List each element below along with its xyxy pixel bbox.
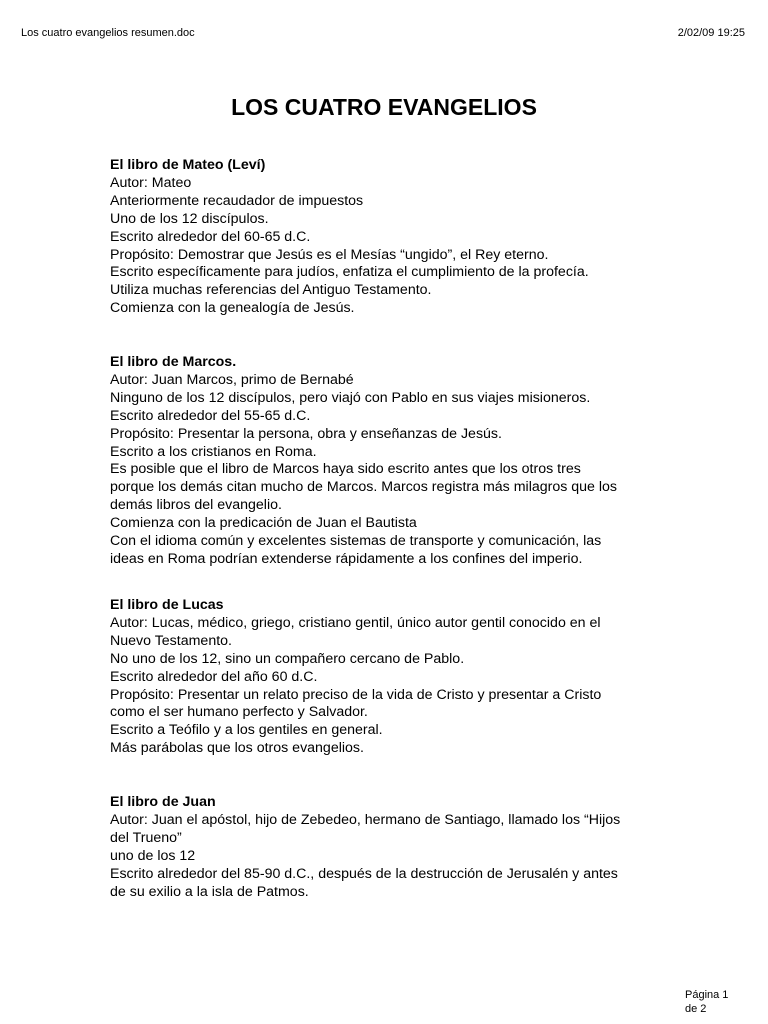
body-line: Autor: Juan Marcos, primo de Bernabé xyxy=(110,371,354,388)
body-line: Propósito: Presentar un relato preciso de la vida de Cristo y presentar a Cristo xyxy=(110,686,602,703)
body-line: Es posible que el libro de Marcos haya sido escrito antes que los otros tres xyxy=(110,461,581,478)
body-line: Escrito alrededor del 55-65 d.C. xyxy=(110,407,311,424)
body-line: demás libros del evangelio. xyxy=(110,497,282,514)
body-line: Escrito a los cristianos en Roma. xyxy=(110,443,317,460)
section-heading: El libro de Juan xyxy=(110,794,216,810)
page-number xyxy=(685,988,728,1016)
body-line: Escrito alrededor del 85-90 d.C., después de la destrucción de Jerusalén y antes xyxy=(110,865,618,882)
body-line: Autor: Mateo xyxy=(110,174,192,191)
section-heading: El libro de Lucas xyxy=(110,597,224,613)
body-line: No uno de los 12, sino un compañero cercano de Pablo. xyxy=(110,650,465,667)
section-heading: El libro de Mateo (Leví) xyxy=(110,157,266,173)
body-line: Con el idioma común y excelentes sistemas de transporte y comunicación, las xyxy=(110,533,602,550)
body-line: porque los demás citan mucho de Marcos. Marcos registra más milagros que los xyxy=(110,479,618,496)
page-title: LOS CUATRO EVANGELIOS xyxy=(231,94,537,120)
page-number-line: de 2 xyxy=(685,1003,707,1015)
section-marcos xyxy=(110,354,670,569)
page-number-line: Página 1 xyxy=(685,989,729,1001)
body-line: Utiliza muchas referencias del Antiguo Testamento. xyxy=(110,282,432,299)
body-line: Propósito: Presentar la persona, obra y enseñanzas de Jesús. xyxy=(110,425,502,442)
section-juan xyxy=(110,794,670,901)
body-line: como el ser humano perfecto y Salvador. xyxy=(110,704,368,721)
body-line: Más parábolas que los otros evangelios. xyxy=(110,740,364,757)
body-line: del Trueno” xyxy=(110,829,182,846)
section-lucas xyxy=(110,597,670,758)
body-line: Comienza con la predicación de Juan el Bautista xyxy=(110,515,417,532)
body-line: Escrito alrededor del año 60 d.C. xyxy=(110,668,318,685)
body-line: Autor: Juan el apóstol, hijo de Zebedeo, hermano de Santiago, llamado los “Hijos xyxy=(110,811,621,828)
body-line: Anteriormente recaudador de impuestos xyxy=(110,192,364,209)
document-filename: Los cuatro evangelios resumen.doc xyxy=(21,27,195,39)
section-heading: El libro de Marcos. xyxy=(110,354,237,370)
body-line: Propósito: Demostrar que Jesús es el Mesías “ungido”, el Rey eterno. xyxy=(110,246,549,263)
section-mateo xyxy=(110,157,670,318)
body-line: Comienza con la genealogía de Jesús. xyxy=(110,300,355,317)
body-line: Escrito a Teófilo y a los gentiles en general. xyxy=(110,722,383,739)
body-line: uno de los 12 xyxy=(110,847,196,864)
body-line: ideas en Roma podrían extenderse rápidamente a los confines del imperio. xyxy=(110,550,583,567)
body-line: de su exilio a la isla de Patmos. xyxy=(110,883,309,900)
body-line: Nuevo Testamento. xyxy=(110,632,232,649)
body-line: Escrito específicamente para judíos, enfatiza el cumplimiento de la profecía. xyxy=(110,264,589,281)
body-line: Uno de los 12 discípulos. xyxy=(110,210,269,227)
body-line: Ninguno de los 12 discípulos, pero viajó con Pablo en sus viajes misioneros. xyxy=(110,389,591,406)
print-datetime: 2/02/09 19:25 xyxy=(677,27,745,39)
body-line: Autor: Lucas, médico, griego, cristiano gentil, único autor gentil conocido en el xyxy=(110,614,601,631)
body-line: Escrito alrededor del 60-65 d.C. xyxy=(110,228,311,245)
